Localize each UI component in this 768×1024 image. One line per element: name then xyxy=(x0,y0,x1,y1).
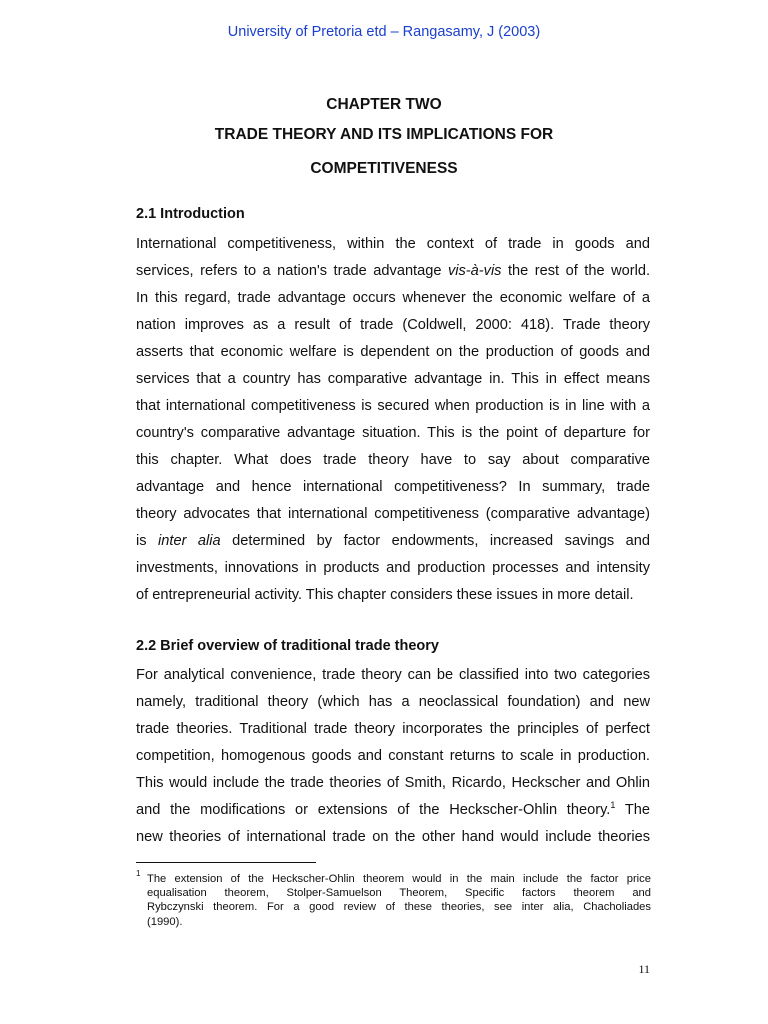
chapter-title-line-1: TRADE THEORY AND ITS IMPLICATIONS FOR xyxy=(214,126,554,143)
paragraph-line xyxy=(136,801,650,819)
text-run: The xyxy=(615,802,650,818)
footnote-line: Rybczynski theorem. For a good review of these theories, see inter alia, Chacholiades xyxy=(147,901,651,913)
paragraph-line: In this regard, trade advantage occurs whenever the economic welfare of a xyxy=(136,290,650,306)
italic-term: vis-à-vis xyxy=(447,263,502,279)
italic-term: inter alia xyxy=(158,533,221,549)
paragraph-line: country's comparative advantage situation. This is the point of departure for xyxy=(136,425,650,441)
paragraph-line: new theories of international trade on the other hand would include theories xyxy=(136,829,650,845)
text-run: and the modifications or extensions of the Heckscher-Ohlin theory. xyxy=(136,802,611,818)
paragraph-line: competition, homogenous goods and constant returns to scale in production. xyxy=(136,748,650,764)
footnote-line: The extension of the Heckscher-Ohlin theorem would in the main include the factor price xyxy=(147,873,651,885)
paragraph-line: services that a country has comparative advantage in. This in effect means xyxy=(136,371,650,387)
paragraph-line: of entrepreneurial activity. This chapter considers these issues in more detail. xyxy=(136,587,634,603)
paragraph-line: this chapter. What does trade theory have to say about comparative xyxy=(136,452,650,468)
chapter-title-line-2: COMPETITIVENESS xyxy=(310,160,458,177)
footnote-marker: 1 xyxy=(136,869,141,878)
section-heading-introduction: 2.1 Introduction xyxy=(136,206,245,222)
section-heading-traditional-trade-theory: 2.2 Brief overview of traditional trade theory xyxy=(136,638,439,654)
text-run: the rest of the world. xyxy=(501,263,650,279)
text-run: services, refers to a nation's trade advantage xyxy=(136,263,448,279)
chapter-label: CHAPTER TWO xyxy=(326,96,442,113)
paragraph-line: trade theories. Traditional trade theory incorporates the principles of perfect xyxy=(136,721,650,737)
paragraph-line: theory advocates that international competitiveness (comparative advantage) xyxy=(136,506,650,522)
paragraph-line: investments, innovations in products and production processes and intensity xyxy=(136,560,650,576)
paragraph-line: This would include the trade theories of Smith, Ricardo, Heckscher and Ohlin xyxy=(136,775,650,791)
paragraph-line: that international competitiveness is secured when production is in line with a xyxy=(136,398,650,414)
footnote-line: (1990). xyxy=(147,916,183,928)
paragraph-line xyxy=(136,262,650,280)
text-run: is xyxy=(136,533,159,549)
footnote-line: equalisation theorem, Stolper-Samuelson Theorem, Specific factors theorem and xyxy=(147,887,651,899)
paragraph-line: nation improves as a result of trade (Coldwell, 2000: 418). Trade theory xyxy=(136,317,650,333)
paragraph-line: International competitiveness, within the context of trade in goods and xyxy=(136,236,650,252)
paragraph-line: advantage and hence international competitiveness? In summary, trade xyxy=(136,479,650,495)
paragraph-line: For analytical convenience, trade theory can be classified into two categories xyxy=(136,667,650,683)
running-header: University of Pretoria etd – Rangasamy, J (2003) xyxy=(227,24,541,40)
paragraph-line xyxy=(136,532,650,550)
text-run: determined by factor endowments, increased savings and xyxy=(220,533,650,549)
footnote-reference[interactable]: 1 xyxy=(610,800,616,811)
page-number: 11 xyxy=(638,962,650,976)
footnote-divider xyxy=(136,862,316,863)
paragraph-line: asserts that economic welfare is dependent on the production of goods and xyxy=(136,344,650,360)
paragraph-line: namely, traditional theory (which has a neoclassical foundation) and new xyxy=(136,694,650,710)
